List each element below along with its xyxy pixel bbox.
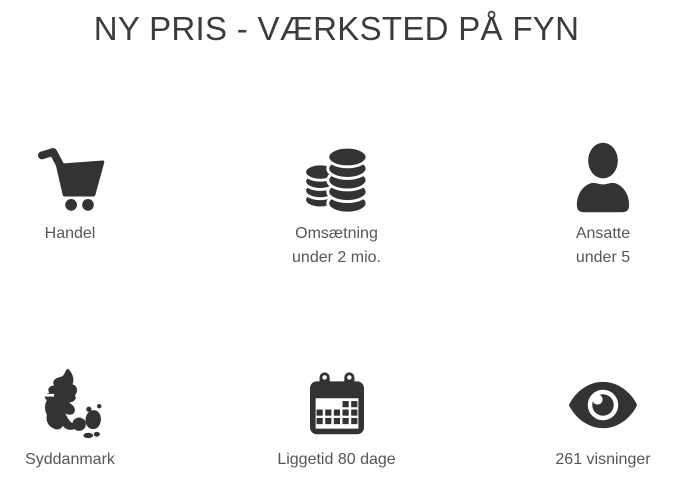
feature-card-omsaetning [267,140,407,270]
feature-label-line: under 2 mio. [292,249,381,266]
feature-icon-box [267,366,407,444]
feature-icon-box [0,366,140,444]
feature-card-handel [0,140,140,270]
feature-label-line: 261 visninger [555,451,651,468]
feature-label-line: Liggetid 80 dage [277,451,396,468]
feature-label-line: Omsætning [295,225,378,242]
feature-icon-box [533,140,673,218]
feature-label [267,222,407,270]
coins-icon [300,142,374,216]
page-title: NY PRIS - VÆRKSTED PÅ FYN [93,10,580,47]
feature-label-line: Ansatte [575,225,631,242]
feature-grid-row-2 [0,366,673,472]
listing-summary-page [0,8,673,487]
feature-card-visninger [533,366,673,472]
feature-icon-box [533,366,673,444]
person-icon [565,141,641,217]
feature-icon-box [267,140,407,218]
feature-label [533,222,673,270]
feature-card-region [0,366,140,472]
feature-label-line: under 5 [575,249,631,266]
calendar-icon [301,369,373,441]
feature-label [267,448,407,472]
feature-label-line: Syddanmark [25,451,115,468]
feature-icon-box [0,140,140,218]
feature-label [0,222,140,246]
denmark-map-icon [29,366,111,444]
feature-grid-row-1 [0,140,673,270]
feature-label-line: Handel [44,225,96,242]
feature-label [533,448,673,472]
feature-label [0,448,140,472]
eye-icon [561,366,645,444]
shopping-cart-icon [34,143,106,215]
feature-card-liggetid [267,366,407,472]
feature-card-ansatte [533,140,673,270]
